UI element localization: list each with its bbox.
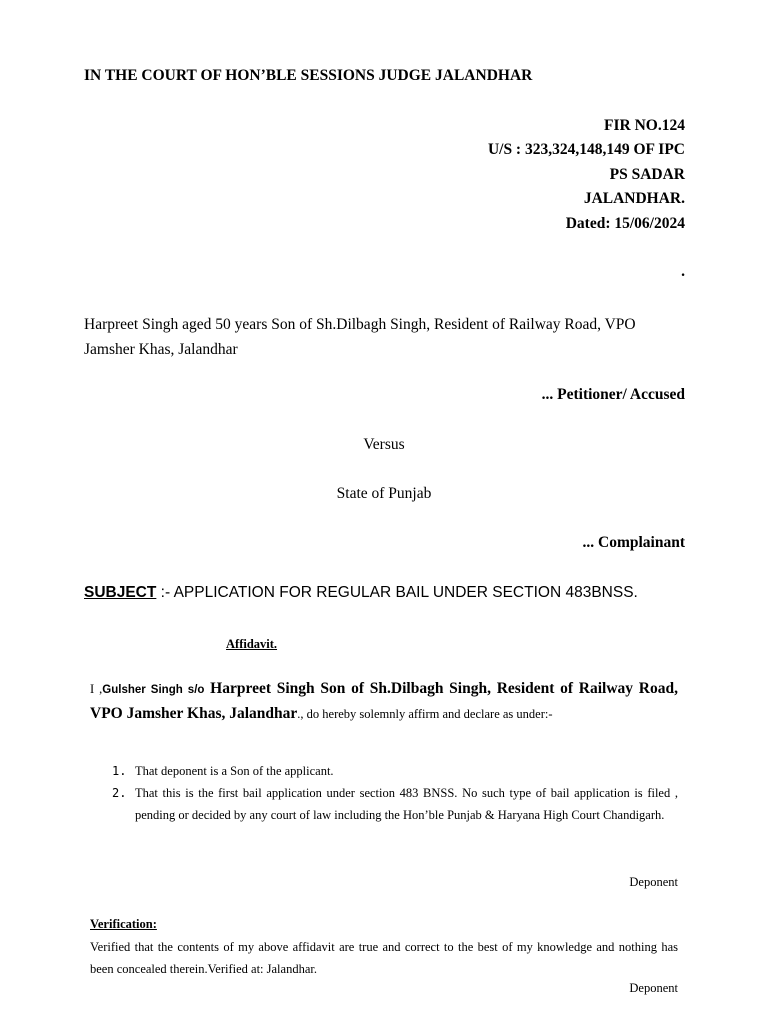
deponent-name: Gulsher Singh s/o: [102, 684, 205, 696]
dot-separator: .: [681, 263, 685, 280]
petitioner-details: Harpreet Singh aged 50 years Son of Sh.Dilbagh Singh, Resident of Railway Road, VPO Jamsher Khas, Jalandhar: [84, 316, 636, 358]
list-text: That deponent is a Son of the applicant.: [135, 764, 334, 778]
affidavit-intro-rest: ., do hereby solemnly affirm and declare as under:-: [297, 707, 553, 721]
ipc-sections: U/S : 323,324,148,149 OF IPC: [487, 141, 685, 158]
deponent-signature-2: Deponent: [629, 981, 678, 995]
verification-title: Verification:: [90, 917, 157, 931]
court-title: IN THE COURT OF HON’BLE SESSIONS JUDGE JALANDHAR: [84, 67, 533, 84]
deponent-signature-1: Deponent: [629, 875, 678, 889]
list-text: That this is the first bail application under section 483 BNSS. No such type of bail application is filed , pending or decided by any court of law including the Hon’ble Punjab & Haryana High Court Chandigarh.: [135, 786, 678, 822]
list-item: [112, 760, 678, 782]
verification-text: Verified that the contents of my above affidavit are true and correct to the best of my knowledge and nothing has been concealed therein.Verified at: Jalandhar.: [90, 940, 678, 976]
affidavit-intro-i: I ,: [90, 682, 103, 696]
subject-label: SUBJECT: [84, 584, 157, 601]
deponent-parent: Harpreet Singh Son of Sh.Dilbagh Singh, Resident of Railway Road, VPO Jamsher Khas, Jalandhar: [90, 680, 678, 722]
affidavit-list: [112, 760, 678, 826]
subject-text: :- APPLICATION FOR REGULAR BAIL UNDER SECTION 483BNSS.: [156, 584, 638, 601]
respondent: State of Punjab: [336, 485, 432, 502]
fir-number: FIR NO.124: [604, 117, 685, 134]
city: JALANDHAR.: [583, 190, 685, 207]
list-number: 1.: [112, 764, 127, 778]
respondent-role: ... Complainant: [582, 534, 685, 551]
list-number: 2.: [112, 786, 127, 800]
list-item: [112, 782, 678, 826]
petitioner-role: ... Petitioner/ Accused: [541, 386, 685, 403]
affidavit-intro: [90, 677, 678, 726]
affidavit-title: Affidavit.: [226, 637, 278, 651]
date: Dated: 15/06/2024: [565, 215, 685, 232]
police-station: PS SADAR: [609, 166, 685, 183]
subject-line: [84, 581, 684, 606]
versus: Versus: [363, 436, 405, 453]
